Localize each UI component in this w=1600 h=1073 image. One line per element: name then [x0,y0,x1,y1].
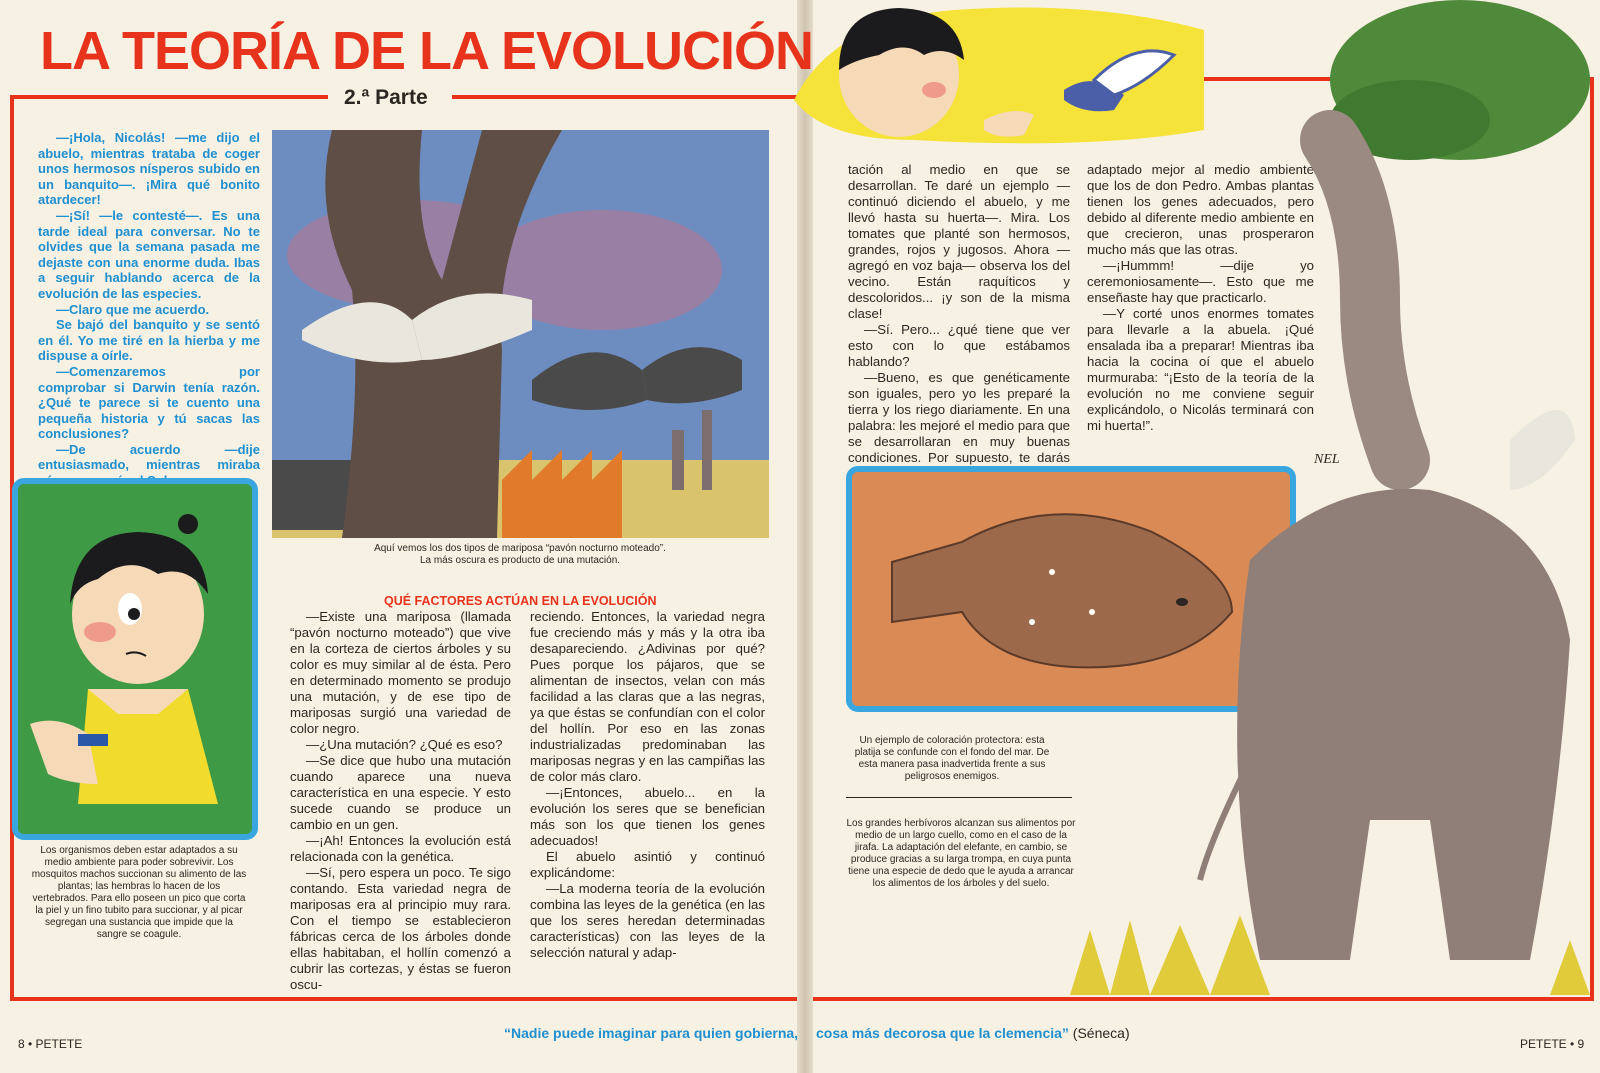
left-folio: 8 • PETETE [18,1037,83,1051]
page-subtitle: 2.ª Parte [344,86,428,109]
frame-bottom-left [10,997,797,1001]
boy-caption: Los organismos deben estar adaptados a su medio ambiente para poder sobrevivir. Los mosquitos machos succionan su alimento de las plantas; las hembras lo hacen de los vertebrados. Para ello poseen un pico que corta la piel y un fino tubito para succionar, y al picar segregan una sustancia que impide que la sangre se coagule. [31,845,247,940]
moths-caption-line2: La más oscura es producto de una mutación. [419,555,621,566]
intro-paragraph: —¡Sí! —le contesté—. Es una tarde ideal para conversar. No te olvides que la semana pasada me dejaste con una enorme duda. Ibas a seguir hablando acerca de la evolución de las especies. [38,207,260,301]
intro-paragraph: —Comenzaremos por comprobar si Darwin tenía razón. ¿Qué te parece si te cuento una pequeña historia y tú sacas las conclusiones? [38,363,260,442]
col-d-paragraph: —¡Hummm! —dije yo ceremoniosamente—. Esto que me enseñaste hay que practicarlo. [1087,258,1314,305]
artist-signature: NEL [1314,452,1340,467]
col-a-paragraph: —¡Ah! Entonces la evolución está relacionada con la genética. [290,833,511,864]
body-column-b [530,609,765,961]
section-heading: QUÉ FACTORES ACTÚAN EN LA EVOLUCIÓN [384,594,657,608]
elephant-caption: Los grandes herbívoros alcanzan sus alimentos por medio de un largo cuello, como en el caso de la jirafa. La adaptación del elefante, en cambio, se produce gracias a su larga trompa, en cuya punta tiene una especie de dedo que le ayuda a arrancar los alimentos de los árboles y del suelo. [846,818,1076,889]
intro-paragraph: —Claro que me acuerdo. [56,301,210,317]
col-a-paragraph: —Se dice que hubo una mutación cuando aparece una nueva característica en una especie. Y esto sucede cuando se produce un cambio en un gen. [290,753,511,832]
frame-top-left [10,95,328,99]
col-b-paragraph: —¡Entonces, abuelo... en la evolución los seres que se benefician más son los que tienen los genes adecuados! [530,785,765,848]
body-column-a [290,609,511,993]
page-title: LA TEORÍA DE LA EVOLUCIÓN [40,21,814,81]
col-c-paragraph: —Bueno, es que genéticamente son iguales, pero yo les preparé la tierra y los riego diariamente. En una palabra: les mejoré el medio para que se desarrollaran en muy buenas condiciones. Por supuesto, te darás [848,370,1070,465]
footer-quote-source: (Séneca) [1072,1025,1130,1041]
boy-illustration [12,478,258,840]
moths-caption-line1: Aquí vemos los dos tipos de mariposa “pavón nocturno moteado”. [374,543,666,554]
frame-bottom-right [813,997,1594,1001]
col-d-paragraph: adaptado mejor al medio ambiente que los de don Pedro. Ambas plantas tienen los genes adecuados, pero debido al diferente medio ambiente en que crecieron, unas prosperaron mucho más que las otras. [1087,162,1314,257]
page-gutter [797,0,813,1073]
col-d-paragraph: —Y corté unos enormes tomates para llevarle a la abuela. ¡Qué ensalada iba a preparar! Mientras iba hacia la cocina oí que el abuelo murmuraba: “¡Esto de la teoría de la evolución no me conviene seguir explicándolo, o Nicolás terminará con mi huerta!”. [1087,306,1314,433]
col-a-paragraph: —Existe una mariposa (llamada “pavón nocturno moteado”) que vive en la corteza de ciertos árboles y su color es muy similar al de ésta. Pero en determinado momento se produjo una mutación, y de ese tipo de mariposas surgió una variedad de color negro. [290,609,511,736]
col-b-paragraph: —La moderna teoría de la evolución combina las leyes de la genética (en las que los seres heredan determinadas características) con las leyes de la selección natural y adap- [530,881,765,960]
col-c-paragraph: —Sí. Pero... ¿qué tiene que ver esto con lo que estábamos hablando? [848,322,1070,369]
intro-text [38,130,260,489]
elephant-illustration [1070,0,1590,995]
body-column-c [848,162,1070,482]
right-folio: PETETE • 9 [1520,1037,1585,1051]
col-b-paragraph: reciendo. Entonces, la variedad negra fue creciendo más y más y la otra iba desapareciendo. ¿Adivinas por qué? Pues porque los pájaros, que se alimentan de insectos, velan con más facilidad a las claras que a las negras, ya que éstas se confundían con el color del hollín. Por eso en las zonas industrializadas predominaban las mariposas negras y en las campiñas las de color más claro. [530,609,765,784]
intro-paragraph: —¡Hola, Nicolás! —me dijo el abuelo, mientras trataba de coger unos hermosos nísperos subido en un banquito—. ¡Mira qué bonito atardecer! [38,130,260,208]
intro-paragraph: —De acuerdo —dije entusiasmado, mientras miraba [38,441,260,473]
moths-illustration [272,130,769,538]
frame-right-side [1590,77,1594,1001]
col-b-paragraph: El abuelo asintió y continuó explicándome: [530,849,765,880]
footer-quote-right [816,1025,1130,1041]
frame-top-right [452,95,797,99]
col-a-paragraph: —¿Una mutación? ¿Qué es eso? [306,737,503,752]
footer-quote-left: “Nadie puede imaginar para quien gobierna, [504,1025,799,1041]
moths-caption [290,543,750,567]
footer-quote-right-text: cosa más decorosa que la clemencia” [816,1025,1069,1041]
col-c-paragraph: tación al medio en que se desarrollan. Te daré un ejemplo —continuó diciendo el abuelo, y me llevó hasta su huerta—. Mira. Los tomates que planté son hermosos, grandes, rojos y jugosos. Ahora —agregó en voz baja— observa los del vecino. Están raquíticos y descoloridos... ¡y son de la misma clase! [848,162,1070,321]
caption-divider [846,797,1072,798]
col-a-paragraph: —Sí, pero espera un poco. Te sigo contando. Esta variedad negra de mariposas era al principio muy rara. Con el tiempo se establecieron fábricas cerca de los árboles donde ellas habitaban, el hollín comenzó a cubrir las cortezas, y éstas se fueron oscu- [290,865,511,992]
intro-paragraph: Se bajó del banquito y se sentó en él. Yo me tiré en la hierba y me dispuse a oírle. [38,317,260,364]
fish-caption: Un ejemplo de coloración protectora: esta platija se confunde con el fondo del mar. De esta manera pasa inadvertida frente a sus peligrosos enemigos. [854,735,1050,782]
